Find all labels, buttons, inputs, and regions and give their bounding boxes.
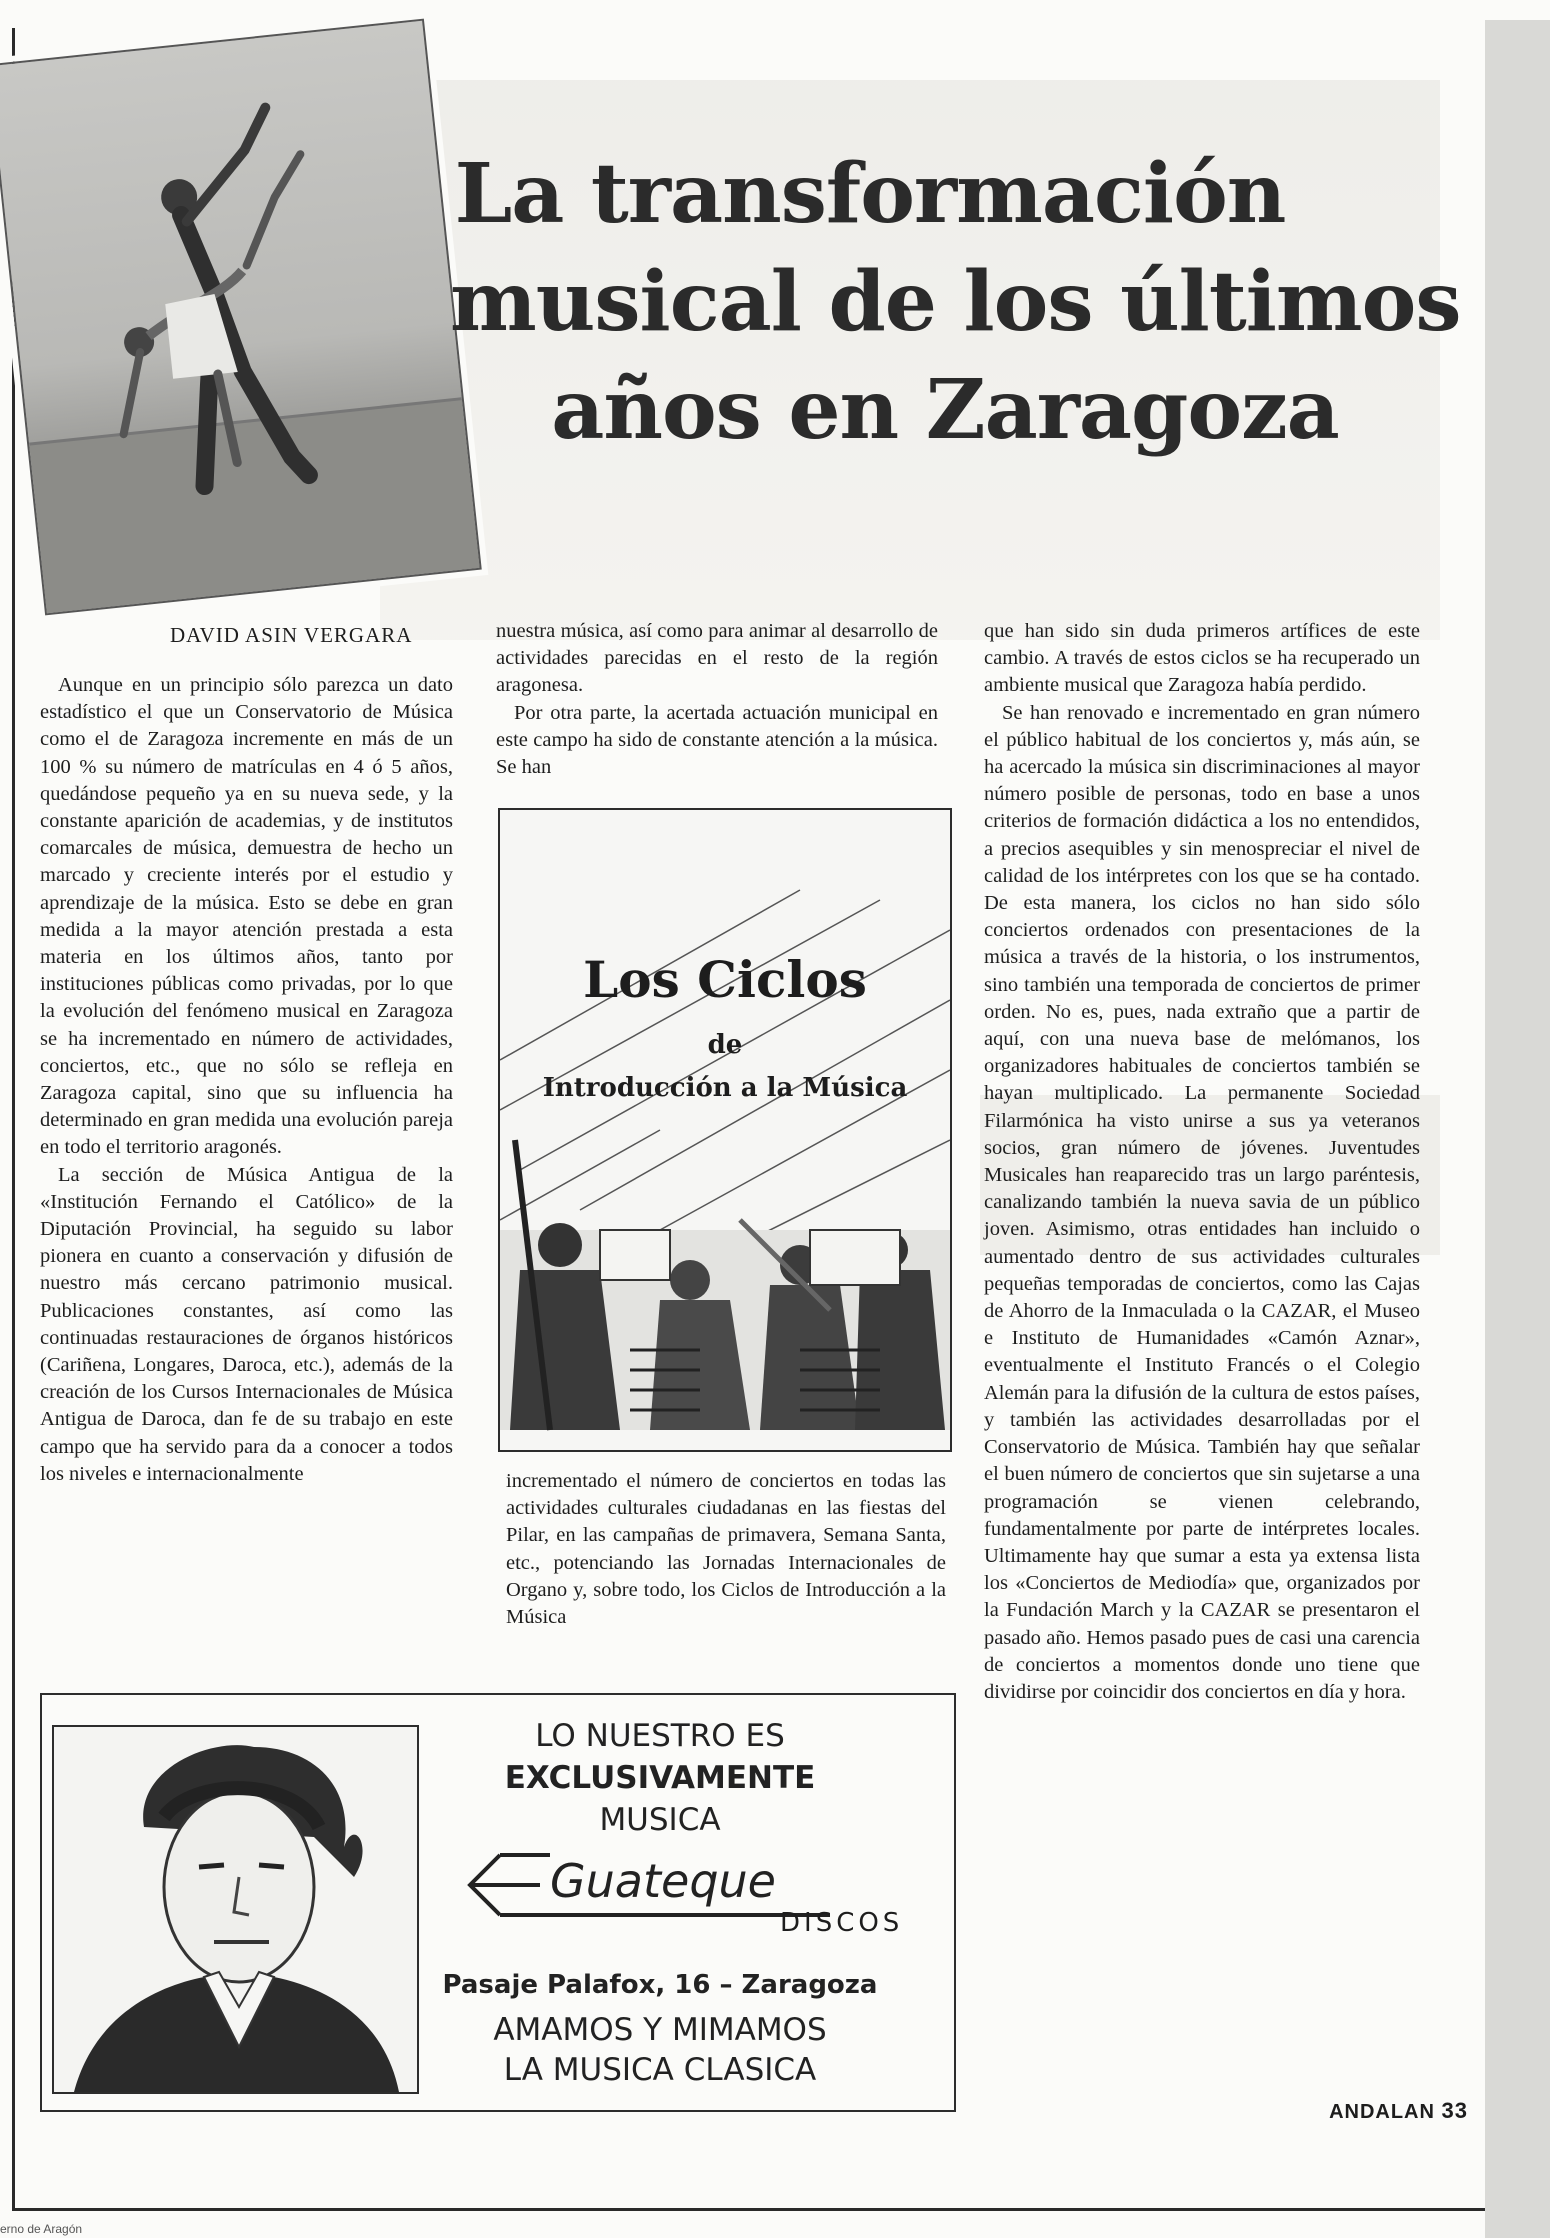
column-3 <box>984 618 1420 1706</box>
guateque-logo-text: Guateque <box>550 1854 776 1908</box>
archive-watermark: erno de Aragón <box>0 2222 83 2236</box>
composer-portrait-illustration <box>54 1727 417 2092</box>
ad-logo-sub: DISCOS <box>780 1908 904 1938</box>
ad-line-1: LO NUESTRO ES <box>535 1718 785 1754</box>
ad-address: Pasaje Palafox, 16 – Zaragoza <box>442 1970 878 2000</box>
ballet-photo <box>0 19 482 616</box>
paragraph: nuestra música, así como para animar al desarrollo de actividades parecidas en el resto de la región aragonesa. <box>496 620 938 697</box>
paragraph: La sección de Música Antigua de la «Institución Fernando el Católico» de la Diputación Provincial, ha seguido su labor pionera en cuanto a conservación y difusión de nuestro más cercano patrimonio musical. Publicaciones constantes, así como las continuadas restauraciones de órganos históricos (Cariñena, Longares, Daroca, etc.), además de la creación de los Cursos Internacionales de Música Antigua de Daroca, dan fe de su trabajo en este campo que ha servido para da a conocer a todos los niveles e internacionalmente <box>40 1163 453 1485</box>
page-footer <box>1329 2098 1468 2124</box>
article-headline <box>420 140 1461 464</box>
orchestra-illustration <box>500 810 950 1450</box>
column-1 <box>40 672 453 1488</box>
author-byline: DAVID ASIN VERGARA <box>170 623 413 647</box>
ad-slogan-1: AMAMOS Y MIMAMOS <box>493 2012 827 2048</box>
dancers-illustration <box>0 21 480 613</box>
column-2-bottom <box>506 1468 946 1631</box>
column-2-top <box>496 618 938 781</box>
paragraph: que han sido sin duda primeros artífices de este cambio. A través de estos ciclos se ha recuperado un ambiente musical que Zaragoza había perdido. <box>984 620 1420 697</box>
ad-slogan-2: LA MUSICA CLASICA <box>503 2052 817 2088</box>
ad-ciclos-subtitle: Introducción a la Música <box>542 1073 908 1103</box>
paragraph: incrementado el número de conciertos en todas las actividades culturales ciudadanas en las fiestas del Pilar, en las campañas de primavera, Semana Santa, etc., potenciando las Jornadas Internacionales de Organo y, sobre todo, los Ciclos de Introducción a la Música <box>506 1470 946 1629</box>
headline-line-1: La transformación <box>454 146 1286 242</box>
headline-line-2: musical de los últimos <box>450 254 1461 350</box>
page-edge-shadow <box>1485 20 1550 2238</box>
headline-line-3: años en Zaragoza <box>551 362 1339 458</box>
page-number: 33 <box>1441 2098 1468 2123</box>
ad-ciclos-introduccion <box>498 808 952 1452</box>
paragraph: Aunque en un principio sólo parezca un dato estadístico el que un Conservatorio de Música como el de Zaragoza incremente en más de un 100 % su número de matrículas en 4 ó 5 años, quedándose pequeño ya en su nueva sede, y la constante aparición de academias, y de institutos comarcales de música, demuestra de hecho un marcado y creciente interés por el estudio y aprendizaje de la música. Esto se debe en gran medida a la mayor atención prestada a esta materia en los últimos años, tanto por instituciones públicas como privadas, por lo que la evolución del fenómeno musical en Zaragoza se ha incrementado en número de actividades, conciertos, etc., que no sólo se refleja en Zaragoza capital, sino que su influencia ha determinado en gran medida una evolución pareja en todo el territorio aragonés. <box>40 674 453 1159</box>
ad-line-3: MUSICA <box>599 1802 721 1838</box>
ad-ciclos-title: Los Ciclos <box>583 950 867 1009</box>
paragraph: Por otra parte, la acertada actuación municipal en este campo ha sido de constante atención a la música. Se han <box>496 701 938 779</box>
beethoven-portrait <box>52 1725 419 2094</box>
ad-ciclos-de: de <box>707 1030 743 1060</box>
paragraph: Se han renovado e incrementado en gran número el público habitual de los conciertos y, más aún, se ha acercado la música sin discriminaciones al mayor número posible de personas, todo en base a unos criterios de formación didáctica a los no entendidos, a precios asequibles y sin menospreciar el nivel de calidad de los intérpretes con los que se ha contado. De esta manera, los ciclos no han sido sólo conciertos ordenados con presentaciones de la música a través de la historia, o los instrumentos, sino también una temporada de conciertos de primer orden. No es, pues, nada extraño que a partir de aquí, con una nueva base de melómanos, los organizadores habituales de conciertos también se hayan multiplicado. La permanente Sociedad Filarmónica ha visto unirse a sus ya veteranos socios, gran número de jóvenes. Juventudes Musicales han reaparecido tras un largo paréntesis, canalizando también la nueva savia de un público joven. Asimismo, otras entidades han incluido o aumentado dentro de sus actividades culturales pequeñas temporadas de conciertos, como las Cajas de Ahorro de la Inmaculada o la CAZAR, el Museo e Instituto de Humanidades «Camón Aznar», eventualmente el Instituto Francés o el Colegio Alemán para la difusión de la cultura de estos países, y también las actividades desarrolladas por el Conservatorio de Música. También hay que señalar el buen número de conciertos que sin sujetarse a una programación se vienen celebrando, fundamentalmente por parte de intérpretes locales. Ultimamente hay que sumar a esta ya extensa lista los «Conciertos de Mediodía» que, organizados por la Fundación March y la CAZAR se presentaron el pasado año. Hemos pasado pues de casi una carencia de conciertos a momentos donde uno tiene que dividirse por coincidir dos conciertos en día y hora. <box>984 701 1420 1703</box>
magazine-name: ANDALAN <box>1329 2101 1435 2123</box>
ad-line-2: EXCLUSIVAMENTE <box>504 1760 816 1796</box>
